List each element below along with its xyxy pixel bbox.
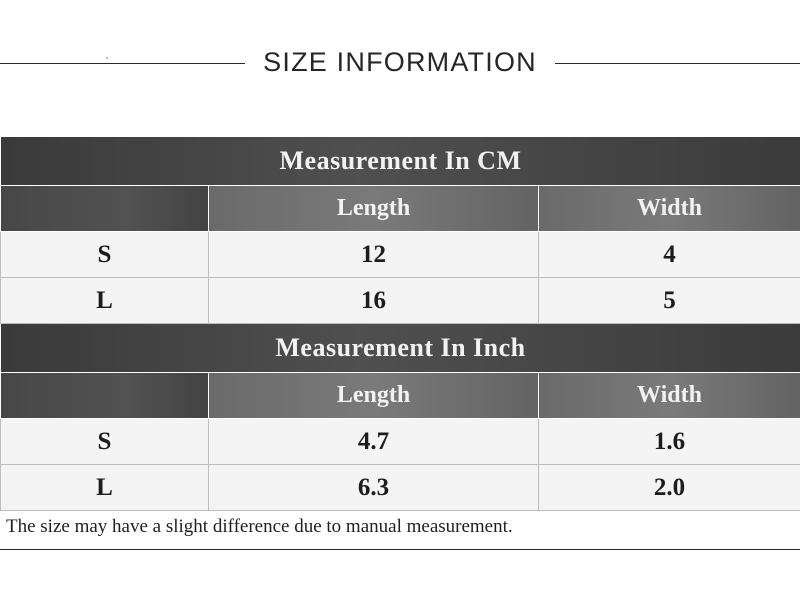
size-table-container	[0, 136, 800, 511]
inch-row-0-width: 1.6	[539, 419, 800, 465]
inch-col-header-blank	[1, 373, 209, 419]
inch-row-1-length: 6.3	[209, 465, 539, 511]
table-row	[1, 186, 800, 232]
size-table	[0, 136, 800, 511]
cm-row-1-size: L	[1, 278, 209, 324]
cm-col-header-blank	[1, 186, 209, 232]
table-row	[1, 324, 800, 373]
table-row	[1, 465, 800, 511]
cm-section-heading: Measurement In CM	[1, 137, 800, 186]
title-rule-left	[0, 63, 245, 64]
cm-row-0-length: 12	[209, 232, 539, 278]
table-row	[1, 373, 800, 419]
table-row	[1, 278, 800, 324]
cm-row-0-width: 4	[539, 232, 800, 278]
table-row	[1, 419, 800, 465]
cm-row-1-width: 5	[539, 278, 800, 324]
inch-col-header-length: Length	[209, 373, 539, 419]
page-title: SIZE INFORMATION	[263, 46, 537, 77]
cm-row-0-size: S	[1, 232, 209, 278]
inch-row-1-width: 2.0	[539, 465, 800, 511]
bottom-divider	[0, 549, 800, 550]
measurement-footnote: The size may have a slight difference due to manual measurement.	[6, 516, 513, 537]
inch-col-header-width: Width	[539, 373, 800, 419]
title-rule-right	[555, 63, 800, 64]
page-title-row	[0, 40, 800, 84]
cm-row-1-length: 16	[209, 278, 539, 324]
inch-row-0-size: S	[1, 419, 209, 465]
cm-col-header-length: Length	[209, 186, 539, 232]
table-row	[1, 137, 800, 186]
cm-col-header-width: Width	[539, 186, 800, 232]
inch-section-heading: Measurement In Inch	[1, 324, 800, 373]
inch-row-0-length: 4.7	[209, 419, 539, 465]
inch-row-1-size: L	[1, 465, 209, 511]
image-artifact-speck	[106, 57, 108, 59]
table-row	[1, 232, 800, 278]
